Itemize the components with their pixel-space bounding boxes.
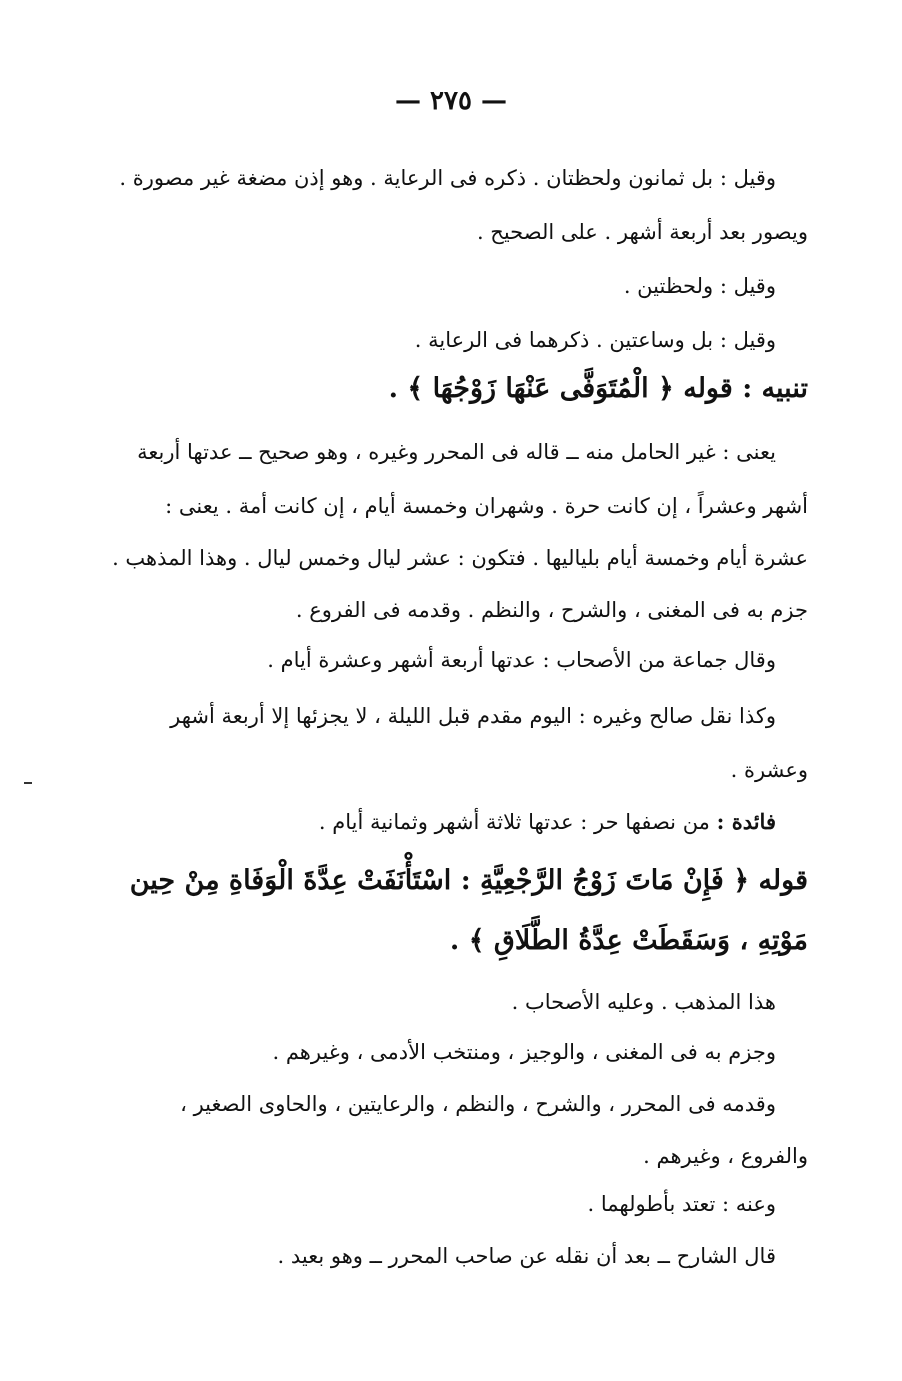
note-line (319, 806, 776, 838)
text-line: وقال جماعة من الأصحاب : عدتها أربعة أشهر وعشرة أيام . (267, 648, 776, 672)
heading-line (389, 368, 808, 410)
text-line: جزم به فى المغنى ، والشرح ، والنظم . وقدمه فى الفروع . (295, 598, 808, 622)
heading-lead: قوله (758, 865, 808, 896)
text-line: يعنى : غير الحامل منه ــ قاله فى المحرر وغيره ، وهو صحيح ــ عدتها أربعة (137, 440, 776, 464)
quoted-text: ﴿ فَإِنْ مَاتَ زَوْجُ الرَّجْعِيَّةِ : اسْتَأْنَفَتْ عِدَّةَ الْوَفَاةِ مِنْ حِين (129, 865, 750, 896)
text-line: وعنه : تعتد بأطولهما . (587, 1192, 776, 1216)
text-line: وقيل : ولحظتين . (623, 274, 776, 298)
text-line: عشرة أيام وخمسة أيام بلياليها . فتكون : عشر ليال وخمس ليال . وهذا المذهب . (112, 546, 808, 570)
quoted-verse: ﴿ الْمُتَوَفَّى عَنْهَا زَوْجُهَا ﴾ . (388, 373, 674, 404)
margin-mark (24, 782, 32, 784)
text-line: وقيل : بل وساعتين . ذكرهما فى الرعاية . (414, 328, 776, 352)
text-line: هذا المذهب . وعليه الأصحاب . (511, 990, 776, 1014)
text-line: وقيل : بل ثمانون ولحظتان . ذكره فى الرعاية . وهو إذن مضغة غير مصورة . (119, 166, 776, 190)
text-line: وجزم به فى المغنى ، والوجيز ، ومنتخب الأدمى ، وغيرهم . (272, 1040, 776, 1064)
heading-lead: تنبيه : قوله (683, 373, 808, 404)
note-text: من نصفها حر : عدتها ثلاثة أشهر وثمانية أيام . (318, 810, 710, 834)
text-line: وقدمه فى المحرر ، والشرح ، والنظم ، والرعايتين ، والحاوى الصغير ، (180, 1092, 776, 1116)
text-line: قال الشارح ــ بعد أن نقله عن صاحب المحرر ــ وهو بعيد . (277, 1244, 776, 1268)
page-number: — ٢٧٥ — (394, 86, 508, 116)
text-line: وعشرة . (730, 758, 808, 782)
heading-line (130, 860, 808, 902)
text-line: وكذا نقل صالح وغيره : اليوم مقدم قبل الليلة ، لا يجزئها إلا أربعة أشهر (170, 704, 776, 728)
heading-line-continued: مَوْتِهِ ، وَسَقَطَتْ عِدَّةُ الطَّلَاقِ ﴾ . (449, 925, 808, 956)
note-lead: فائدة : (716, 809, 776, 834)
text-line: أشهر وعشراً ، إن كانت حرة . وشهران وخمسة أيام ، إن كانت أمة . يعنى : (165, 494, 808, 518)
text-line: ويصور بعد أربعة أشهر . على الصحيح . (476, 220, 808, 244)
text-line: والفروع ، وغيرهم . (643, 1144, 808, 1168)
